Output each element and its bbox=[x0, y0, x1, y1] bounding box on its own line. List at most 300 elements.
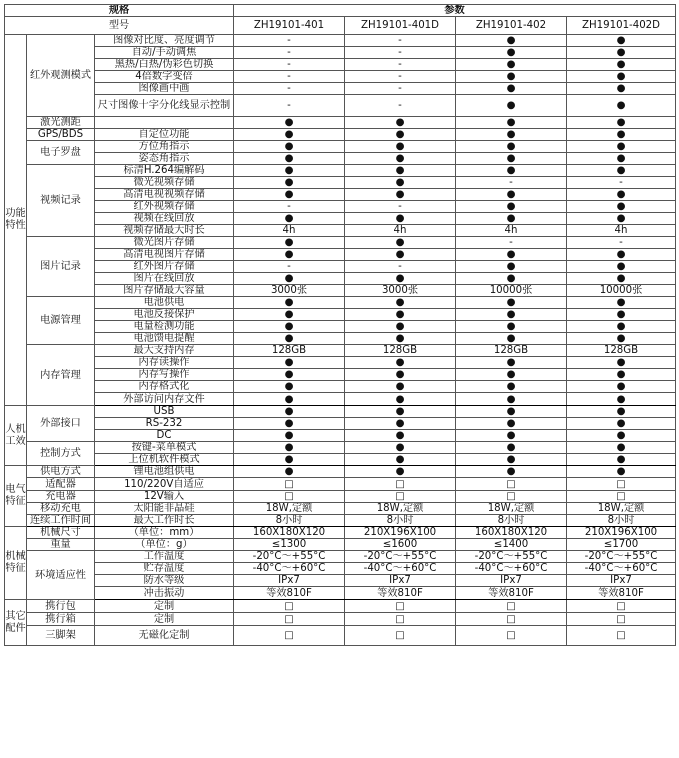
spec-item-cell: 高清电视图片存储 bbox=[95, 249, 234, 261]
spec-item-cell: 姿态角指示 bbox=[95, 153, 234, 165]
value-cell: -40°C～+60°C bbox=[234, 563, 345, 575]
value-cell: ● bbox=[345, 141, 456, 153]
value-cell: -20°C～+55°C bbox=[345, 551, 456, 563]
table-row bbox=[5, 626, 676, 646]
spec-item-cell: 图片存储最大容量 bbox=[95, 285, 234, 297]
value-cell: ● bbox=[567, 381, 676, 393]
value-cell: ● bbox=[567, 117, 676, 129]
table-row bbox=[5, 442, 676, 454]
group-cell: 环境适应性 bbox=[27, 551, 95, 600]
value-cell: ● bbox=[345, 430, 456, 442]
table-row bbox=[5, 95, 676, 117]
spec-item-cell: 太阳能非晶硅 bbox=[95, 503, 234, 515]
table-row bbox=[5, 153, 676, 165]
value-cell: ● bbox=[567, 201, 676, 213]
value-cell: ● bbox=[567, 35, 676, 47]
value-cell: -40°C～+60°C bbox=[456, 563, 567, 575]
value-cell: - bbox=[345, 47, 456, 59]
spec-item-cell: 无磁化定制 bbox=[95, 626, 234, 646]
value-cell: 4h bbox=[456, 225, 567, 237]
value-cell: - bbox=[234, 95, 345, 117]
value-cell: ● bbox=[234, 249, 345, 261]
table-row bbox=[5, 503, 676, 515]
value-cell: ● bbox=[234, 213, 345, 225]
value-cell: □ bbox=[234, 478, 345, 491]
params-header: 参数 bbox=[234, 5, 676, 17]
table-row bbox=[5, 430, 676, 442]
value-cell: ● bbox=[345, 442, 456, 454]
value-cell: 160X180X120 bbox=[234, 527, 345, 539]
value-cell: ● bbox=[567, 47, 676, 59]
value-cell: ● bbox=[345, 454, 456, 466]
value-cell: □ bbox=[456, 491, 567, 503]
value-cell: - bbox=[234, 83, 345, 95]
model-row bbox=[5, 17, 676, 35]
category-cell: 电气特征 bbox=[5, 466, 27, 527]
value-cell: ≤1600 bbox=[345, 539, 456, 551]
group-cell: GPS/BDS bbox=[27, 129, 95, 141]
value-cell: ● bbox=[456, 249, 567, 261]
value-cell: 10000张 bbox=[567, 285, 676, 297]
value-cell: 18W,定额 bbox=[345, 503, 456, 515]
value-cell: ● bbox=[456, 117, 567, 129]
model-label: 型号 bbox=[5, 17, 234, 35]
value-cell: □ bbox=[234, 491, 345, 503]
table-row bbox=[5, 297, 676, 309]
value-cell: ● bbox=[456, 381, 567, 393]
spec-item-cell: 110/220V自适应 bbox=[95, 478, 234, 491]
value-cell: 18W,定额 bbox=[234, 503, 345, 515]
table-row bbox=[5, 237, 676, 249]
spec-item-cell: 红外视频存储 bbox=[95, 201, 234, 213]
table-row bbox=[5, 563, 676, 575]
group-cell: 机械尺寸 bbox=[27, 527, 95, 539]
value-cell: □ bbox=[456, 478, 567, 491]
value-cell: ● bbox=[345, 189, 456, 201]
value-cell: 128GB bbox=[234, 345, 345, 357]
value-cell: 3000张 bbox=[234, 285, 345, 297]
group-cell: 重量 bbox=[27, 539, 95, 551]
value-cell: IPx7 bbox=[234, 575, 345, 587]
value-cell: - bbox=[234, 59, 345, 71]
group-cell: 携行箱 bbox=[27, 613, 95, 626]
value-cell: ● bbox=[567, 165, 676, 177]
value-cell: ● bbox=[456, 35, 567, 47]
value-cell: □ bbox=[345, 626, 456, 646]
value-cell: ≤1400 bbox=[456, 539, 567, 551]
value-cell: IPx7 bbox=[345, 575, 456, 587]
value-cell: ● bbox=[345, 153, 456, 165]
spec-item-cell: 视频在线回放 bbox=[95, 213, 234, 225]
value-cell: ● bbox=[456, 261, 567, 273]
table-row bbox=[5, 71, 676, 83]
value-cell: ● bbox=[234, 466, 345, 478]
table-row bbox=[5, 273, 676, 285]
value-cell: - bbox=[456, 237, 567, 249]
value-cell: IPx7 bbox=[456, 575, 567, 587]
value-cell: -20°C～+55°C bbox=[234, 551, 345, 563]
spec-item-cell: 微光视频存储 bbox=[95, 177, 234, 189]
spec-item-cell: 外部访问内存文件 bbox=[95, 393, 234, 406]
spec-item-cell: 微光图片存储 bbox=[95, 237, 234, 249]
value-cell: ● bbox=[234, 430, 345, 442]
value-cell: ● bbox=[345, 418, 456, 430]
value-cell: 8小时 bbox=[345, 515, 456, 527]
table-row bbox=[5, 177, 676, 189]
spec-table-body bbox=[5, 5, 676, 646]
group-cell: 电子罗盘 bbox=[27, 141, 95, 165]
value-cell: ● bbox=[345, 177, 456, 189]
value-cell: ● bbox=[567, 321, 676, 333]
value-cell: - bbox=[234, 261, 345, 273]
value-cell: - bbox=[345, 201, 456, 213]
value-cell: - bbox=[345, 35, 456, 47]
table-row bbox=[5, 381, 676, 393]
value-cell: ● bbox=[234, 406, 345, 418]
table-row bbox=[5, 357, 676, 369]
category-cell: 机械特征 bbox=[5, 527, 27, 600]
group-cell: 适配器 bbox=[27, 478, 95, 491]
value-cell: ● bbox=[456, 189, 567, 201]
value-cell: ● bbox=[345, 309, 456, 321]
spec-item-cell: 图像对比度、亮度调节 bbox=[95, 35, 234, 47]
table-row bbox=[5, 261, 676, 273]
group-cell: 连续工作时间 bbox=[27, 515, 95, 527]
value-cell: ● bbox=[234, 381, 345, 393]
value-cell: ● bbox=[345, 117, 456, 129]
value-cell: 210X196X100 bbox=[345, 527, 456, 539]
value-cell: 8小时 bbox=[234, 515, 345, 527]
value-cell: ● bbox=[234, 309, 345, 321]
group-cell: 内存管理 bbox=[27, 345, 95, 406]
value-cell: - bbox=[234, 71, 345, 83]
value-cell: ● bbox=[567, 333, 676, 345]
value-cell: 18W,定额 bbox=[567, 503, 676, 515]
table-row bbox=[5, 575, 676, 587]
value-cell: □ bbox=[234, 613, 345, 626]
value-cell: - bbox=[345, 59, 456, 71]
table-row bbox=[5, 59, 676, 71]
value-cell: ● bbox=[456, 201, 567, 213]
table-row bbox=[5, 309, 676, 321]
category-cell: 功能特性 bbox=[5, 35, 27, 406]
value-cell: ● bbox=[456, 297, 567, 309]
spec-item-cell: 自动/手动调焦 bbox=[95, 47, 234, 59]
spec-item-cell: 视频存储最大时长 bbox=[95, 225, 234, 237]
spec-item-cell: 锂电池组供电 bbox=[95, 466, 234, 478]
spec-item-cell: USB bbox=[95, 406, 234, 418]
spec-item-cell: （单位：g） bbox=[95, 539, 234, 551]
table-row bbox=[5, 369, 676, 381]
value-cell: 3000张 bbox=[345, 285, 456, 297]
value-cell: ● bbox=[567, 466, 676, 478]
table-row bbox=[5, 129, 676, 141]
table-row bbox=[5, 83, 676, 95]
group-cell: 供电方式 bbox=[27, 466, 95, 478]
value-cell: □ bbox=[345, 491, 456, 503]
value-cell: ● bbox=[345, 466, 456, 478]
value-cell: ● bbox=[234, 177, 345, 189]
value-cell: ● bbox=[456, 95, 567, 117]
value-cell: ● bbox=[456, 454, 567, 466]
spec-item-cell: 电池馈电提醒 bbox=[95, 333, 234, 345]
spec-item-cell: 贮存温度 bbox=[95, 563, 234, 575]
group-cell: 视频记录 bbox=[27, 165, 95, 237]
value-cell: ● bbox=[234, 321, 345, 333]
value-cell: -20°C～+55°C bbox=[567, 551, 676, 563]
value-cell: □ bbox=[456, 613, 567, 626]
spec-item-cell: 最大支持内存 bbox=[95, 345, 234, 357]
value-cell: ● bbox=[234, 333, 345, 345]
value-cell: - bbox=[456, 177, 567, 189]
spec-item-cell: 尺寸图像十字分化线显示控制 bbox=[95, 95, 234, 117]
value-cell: ● bbox=[456, 71, 567, 83]
value-cell: ● bbox=[567, 442, 676, 454]
value-cell: □ bbox=[567, 613, 676, 626]
value-cell: ● bbox=[234, 418, 345, 430]
group-cell: 电源管理 bbox=[27, 297, 95, 345]
value-cell: ● bbox=[567, 189, 676, 201]
spec-item-cell: 电池反接保护 bbox=[95, 309, 234, 321]
value-cell: ● bbox=[234, 141, 345, 153]
spec-item-cell: 标清H.264编解码 bbox=[95, 165, 234, 177]
table-row bbox=[5, 587, 676, 600]
table-row bbox=[5, 165, 676, 177]
table-row bbox=[5, 551, 676, 563]
value-cell: □ bbox=[456, 626, 567, 646]
value-cell: □ bbox=[456, 600, 567, 613]
value-cell: □ bbox=[567, 600, 676, 613]
value-cell: ● bbox=[456, 83, 567, 95]
table-row bbox=[5, 539, 676, 551]
value-cell: ● bbox=[456, 369, 567, 381]
value-cell: - bbox=[567, 237, 676, 249]
spec-item-cell: DC bbox=[95, 430, 234, 442]
value-cell: ● bbox=[345, 333, 456, 345]
value-cell: ● bbox=[234, 117, 345, 129]
table-row bbox=[5, 213, 676, 225]
value-cell: 10000张 bbox=[456, 285, 567, 297]
spec-item-cell: 定制 bbox=[95, 613, 234, 626]
value-cell: ● bbox=[234, 129, 345, 141]
table-row bbox=[5, 345, 676, 357]
value-cell: ● bbox=[567, 297, 676, 309]
value-cell: ● bbox=[345, 393, 456, 406]
table-row bbox=[5, 515, 676, 527]
value-cell: 等效810F bbox=[345, 587, 456, 600]
value-cell: -20°C～+55°C bbox=[456, 551, 567, 563]
spec-item-cell: 电池供电 bbox=[95, 297, 234, 309]
table-row bbox=[5, 189, 676, 201]
value-cell: ● bbox=[567, 83, 676, 95]
model-cell: ZH19101-401 bbox=[234, 17, 345, 35]
spec-item-cell: 高清电视视频存储 bbox=[95, 189, 234, 201]
value-cell: - bbox=[345, 71, 456, 83]
group-cell: 充电器 bbox=[27, 491, 95, 503]
value-cell: ● bbox=[456, 466, 567, 478]
value-cell: ● bbox=[345, 165, 456, 177]
value-cell: □ bbox=[567, 491, 676, 503]
value-cell: □ bbox=[234, 600, 345, 613]
value-cell: □ bbox=[567, 626, 676, 646]
value-cell: -40°C～+60°C bbox=[345, 563, 456, 575]
table-row bbox=[5, 418, 676, 430]
value-cell: ● bbox=[234, 369, 345, 381]
group-cell: 携行包 bbox=[27, 600, 95, 613]
category-cell: 人机工效 bbox=[5, 406, 27, 466]
value-cell: ● bbox=[345, 297, 456, 309]
value-cell: ≤1700 bbox=[567, 539, 676, 551]
value-cell: ● bbox=[345, 321, 456, 333]
spec-item-cell: 上位机软件模式 bbox=[95, 454, 234, 466]
value-cell: 128GB bbox=[567, 345, 676, 357]
value-cell: ● bbox=[345, 213, 456, 225]
spec-item-cell: 红外图片存储 bbox=[95, 261, 234, 273]
value-cell: - bbox=[345, 95, 456, 117]
value-cell: -40°C～+60°C bbox=[567, 563, 676, 575]
group-cell: 图片记录 bbox=[27, 237, 95, 297]
spec-item-cell: 工作温度 bbox=[95, 551, 234, 563]
spec-item-cell: 方位角指示 bbox=[95, 141, 234, 153]
value-cell: ● bbox=[456, 47, 567, 59]
table-row bbox=[5, 201, 676, 213]
spec-item-cell bbox=[95, 117, 234, 129]
value-cell: ● bbox=[567, 309, 676, 321]
value-cell: ● bbox=[456, 165, 567, 177]
value-cell: □ bbox=[345, 478, 456, 491]
spec-item-cell: 电量检测功能 bbox=[95, 321, 234, 333]
value-cell: - bbox=[345, 261, 456, 273]
table-row bbox=[5, 321, 676, 333]
table-row bbox=[5, 249, 676, 261]
spec-item-cell: 黑热/白热/伪彩色切换 bbox=[95, 59, 234, 71]
value-cell: 等效810F bbox=[567, 587, 676, 600]
group-cell: 激光测距 bbox=[27, 117, 95, 129]
value-cell: □ bbox=[234, 626, 345, 646]
value-cell: 128GB bbox=[345, 345, 456, 357]
value-cell: ● bbox=[567, 430, 676, 442]
value-cell: ● bbox=[456, 213, 567, 225]
table-row bbox=[5, 333, 676, 345]
value-cell: ● bbox=[567, 129, 676, 141]
value-cell: ● bbox=[456, 273, 567, 285]
value-cell: □ bbox=[345, 613, 456, 626]
value-cell: ● bbox=[345, 273, 456, 285]
value-cell: 8小时 bbox=[456, 515, 567, 527]
spec-item-cell: 图片在线回放 bbox=[95, 273, 234, 285]
value-cell: IPx7 bbox=[567, 575, 676, 587]
table-row bbox=[5, 613, 676, 626]
model-cell: ZH19101-401D bbox=[345, 17, 456, 35]
value-cell: ● bbox=[345, 406, 456, 418]
spec-item-cell: 内存读操作 bbox=[95, 357, 234, 369]
value-cell: □ bbox=[345, 600, 456, 613]
table-row bbox=[5, 454, 676, 466]
value-cell: - bbox=[234, 201, 345, 213]
value-cell: ● bbox=[345, 129, 456, 141]
table-row bbox=[5, 478, 676, 491]
model-cell: ZH19101-402D bbox=[567, 17, 676, 35]
table-row bbox=[5, 406, 676, 418]
spec-item-cell: 防水等级 bbox=[95, 575, 234, 587]
model-cell: ZH19101-402 bbox=[456, 17, 567, 35]
value-cell: ● bbox=[456, 406, 567, 418]
spec-header: 规格 bbox=[5, 5, 234, 17]
value-cell: ● bbox=[234, 273, 345, 285]
spec-item-cell: 12V输入 bbox=[95, 491, 234, 503]
group-cell: 红外观测模式 bbox=[27, 35, 95, 117]
spec-item-cell: RS-232 bbox=[95, 418, 234, 430]
group-cell: 控制方式 bbox=[27, 442, 95, 466]
table-row bbox=[5, 35, 676, 47]
value-cell: - bbox=[567, 177, 676, 189]
value-cell: ● bbox=[345, 369, 456, 381]
table-row bbox=[5, 527, 676, 539]
group-cell: 三脚架 bbox=[27, 626, 95, 646]
value-cell: ● bbox=[567, 369, 676, 381]
value-cell: 210X196X100 bbox=[567, 527, 676, 539]
table-row bbox=[5, 466, 676, 478]
value-cell: ● bbox=[456, 309, 567, 321]
value-cell: 4h bbox=[234, 225, 345, 237]
table-row bbox=[5, 225, 676, 237]
value-cell: - bbox=[234, 47, 345, 59]
value-cell: ● bbox=[567, 249, 676, 261]
spec-item-cell: 自定位功能 bbox=[95, 129, 234, 141]
value-cell: ● bbox=[567, 95, 676, 117]
spec-item-cell: 内存写操作 bbox=[95, 369, 234, 381]
spec-item-cell: 按键-菜单模式 bbox=[95, 442, 234, 454]
value-cell: ● bbox=[234, 442, 345, 454]
value-cell: ● bbox=[567, 454, 676, 466]
value-cell: ● bbox=[234, 393, 345, 406]
value-cell: ● bbox=[234, 357, 345, 369]
value-cell: 4h bbox=[345, 225, 456, 237]
value-cell: - bbox=[234, 35, 345, 47]
value-cell: □ bbox=[567, 478, 676, 491]
value-cell: ● bbox=[567, 393, 676, 406]
value-cell: ● bbox=[456, 418, 567, 430]
value-cell: 等效810F bbox=[234, 587, 345, 600]
value-cell: ● bbox=[234, 189, 345, 201]
value-cell: ● bbox=[567, 141, 676, 153]
value-cell: ● bbox=[456, 393, 567, 406]
value-cell: ● bbox=[234, 454, 345, 466]
spec-item-cell: 冲击振动 bbox=[95, 587, 234, 600]
value-cell: ● bbox=[567, 213, 676, 225]
value-cell: ● bbox=[234, 165, 345, 177]
value-cell: ● bbox=[456, 129, 567, 141]
spec-item-cell: 内存格式化 bbox=[95, 381, 234, 393]
table-header-row bbox=[5, 5, 676, 17]
spec-item-cell: 定制 bbox=[95, 600, 234, 613]
spec-item-cell: 图像画中画 bbox=[95, 83, 234, 95]
table-row bbox=[5, 47, 676, 59]
table-row bbox=[5, 491, 676, 503]
group-cell: 外部接口 bbox=[27, 406, 95, 442]
spec-item-cell: 最大工作时长 bbox=[95, 515, 234, 527]
value-cell: ● bbox=[456, 141, 567, 153]
value-cell: ● bbox=[234, 237, 345, 249]
value-cell: ● bbox=[456, 321, 567, 333]
value-cell: ● bbox=[234, 297, 345, 309]
value-cell: ● bbox=[456, 333, 567, 345]
value-cell: ● bbox=[456, 430, 567, 442]
value-cell: ● bbox=[567, 418, 676, 430]
table-row bbox=[5, 117, 676, 129]
table-row bbox=[5, 393, 676, 406]
group-cell: 移动充电 bbox=[27, 503, 95, 515]
